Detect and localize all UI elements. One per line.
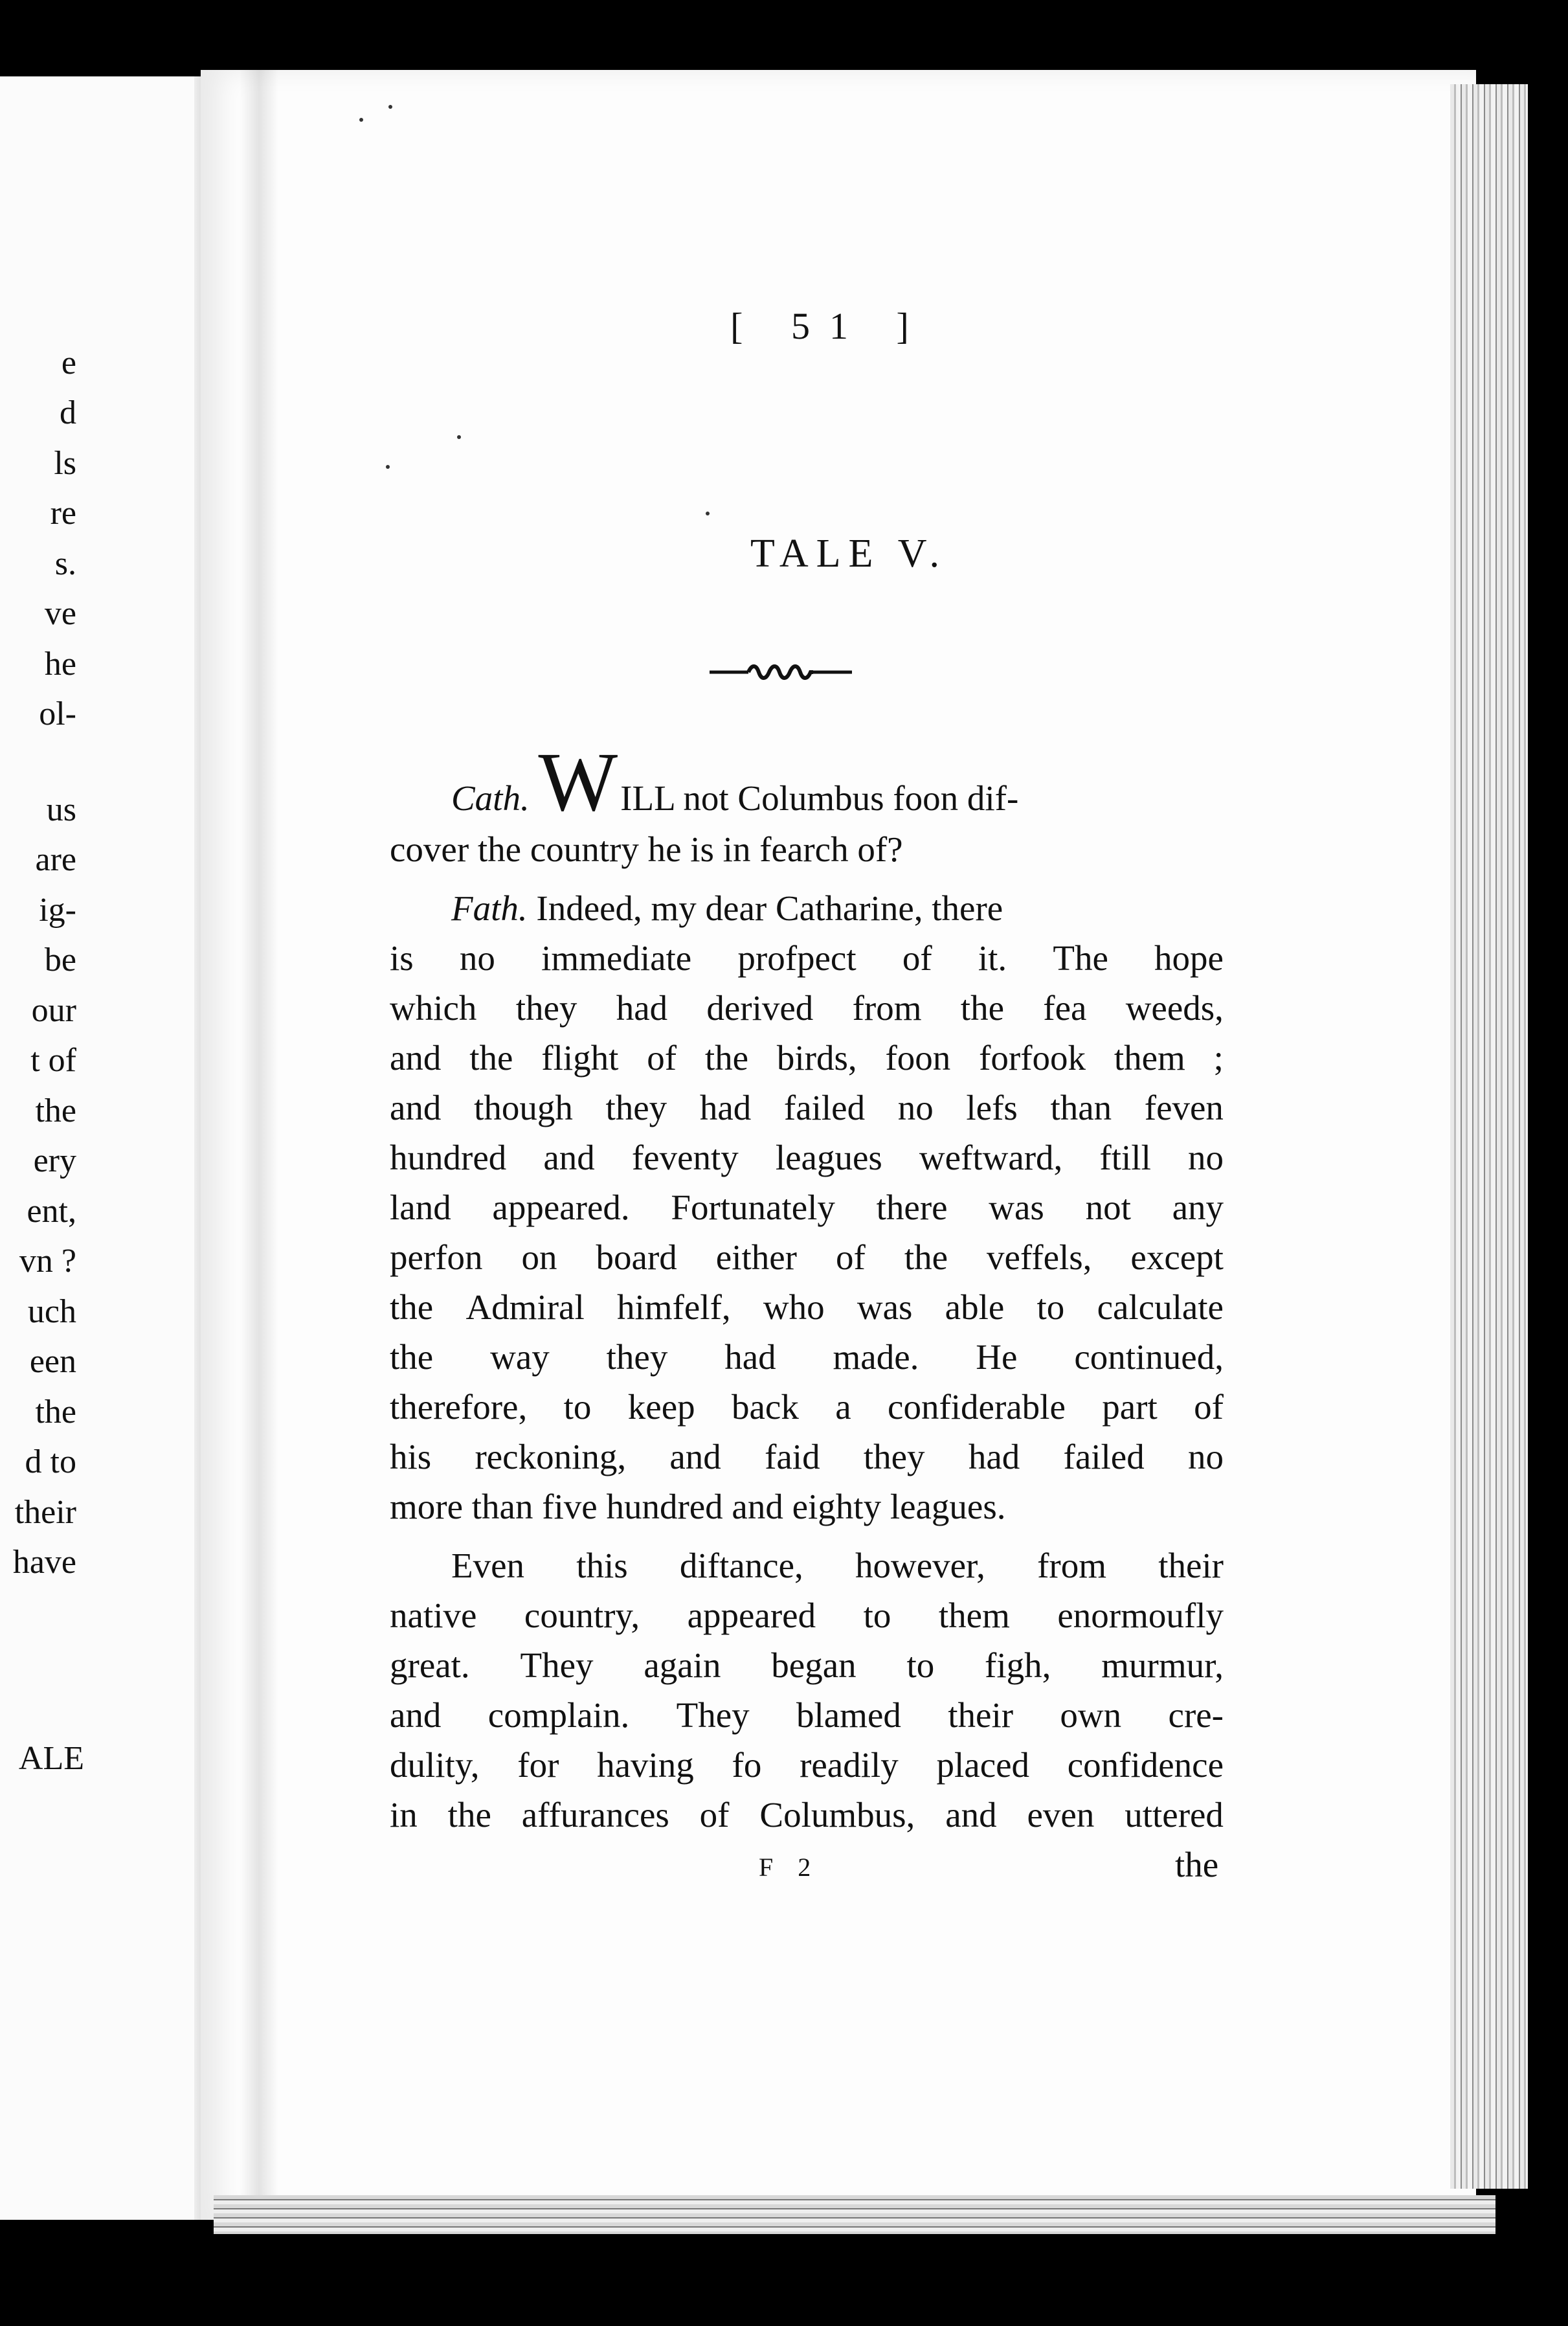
word: except xyxy=(1130,1237,1224,1277)
left-fragment: ol- xyxy=(39,695,76,732)
word: diftance, xyxy=(679,1546,803,1585)
word: native xyxy=(390,1596,477,1635)
word: affurances xyxy=(521,1795,669,1835)
word: blamed xyxy=(796,1695,901,1735)
word: cre- xyxy=(1168,1695,1224,1735)
word: who xyxy=(763,1287,825,1327)
word: though xyxy=(474,1088,573,1127)
text-line xyxy=(390,1182,1224,1232)
speaker-name: Fath. xyxy=(451,888,528,928)
ornament-divider xyxy=(710,659,852,685)
left-fragment: ent, xyxy=(27,1193,76,1230)
line-text: ILL not Columbus foon dif- xyxy=(620,778,1019,818)
left-fragment: ls xyxy=(54,445,76,482)
word: failed xyxy=(783,1088,866,1127)
left-fragment: re xyxy=(50,495,76,532)
word: enormoufly xyxy=(1057,1596,1224,1635)
left-fragment: their xyxy=(14,1494,76,1531)
left-fragment: ALE xyxy=(18,1740,84,1777)
word: back xyxy=(732,1387,799,1427)
text-line xyxy=(390,933,1224,983)
word: which xyxy=(390,988,477,1028)
word: fo xyxy=(732,1745,762,1785)
word: having xyxy=(597,1745,694,1785)
text-line xyxy=(390,883,1224,933)
word: ; xyxy=(1213,1038,1224,1078)
word: made. xyxy=(833,1337,919,1377)
word: their xyxy=(948,1695,1014,1735)
word: placed xyxy=(936,1745,1030,1785)
text-line xyxy=(390,1133,1224,1182)
word: not xyxy=(1085,1188,1131,1227)
word: Columbus, xyxy=(759,1795,915,1835)
word: had xyxy=(968,1437,1020,1476)
word: a xyxy=(835,1387,851,1427)
word: any xyxy=(1172,1188,1224,1227)
text-line xyxy=(390,1033,1224,1083)
chapter-title: TALE V. xyxy=(750,532,948,576)
word: them xyxy=(938,1596,1010,1635)
word: the xyxy=(704,1038,749,1078)
word: perfon xyxy=(390,1237,483,1277)
word: them xyxy=(1114,1038,1185,1078)
text-line xyxy=(390,1432,1224,1482)
word: was xyxy=(857,1287,913,1327)
left-fragment: are xyxy=(35,841,76,878)
word: board xyxy=(596,1237,677,1277)
left-fragment: e xyxy=(61,344,76,381)
word: from xyxy=(1037,1546,1106,1585)
paper-speck xyxy=(388,105,392,109)
word: to xyxy=(1036,1287,1065,1327)
word: Even xyxy=(451,1546,525,1585)
word: foon xyxy=(885,1038,951,1078)
word: and xyxy=(945,1795,997,1835)
line-text: Indeed, my dear Catharine, there xyxy=(536,888,1003,928)
word: and xyxy=(390,1088,442,1127)
word: the xyxy=(390,1287,434,1327)
paper-speck xyxy=(706,512,710,515)
text-line xyxy=(390,1282,1224,1332)
page-edges-bottom xyxy=(214,2195,1495,2234)
word: the xyxy=(904,1237,948,1277)
page-edges-right xyxy=(1450,84,1528,2189)
word: appeared xyxy=(687,1596,816,1635)
word: his xyxy=(390,1437,432,1476)
paper-speck xyxy=(386,465,390,469)
word: no xyxy=(459,938,495,978)
word: faid xyxy=(765,1437,820,1476)
text-line xyxy=(390,1083,1224,1133)
left-fragment: d to xyxy=(25,1443,76,1480)
drop-capital: W xyxy=(538,736,618,829)
left-fragment: our xyxy=(31,992,76,1029)
word: this xyxy=(576,1546,628,1585)
word: from xyxy=(852,988,922,1028)
left-fragment: ery xyxy=(33,1142,76,1179)
word: He xyxy=(976,1337,1018,1377)
word: it. xyxy=(978,938,1007,978)
word: the xyxy=(469,1038,513,1078)
speaker-name: Cath. xyxy=(451,778,530,818)
word: reckoning, xyxy=(475,1437,627,1476)
word: had xyxy=(699,1088,752,1127)
word: great. xyxy=(390,1645,470,1685)
word: of xyxy=(902,938,932,978)
word: to xyxy=(906,1645,935,1685)
word: keep xyxy=(627,1387,695,1427)
word: they xyxy=(605,1088,667,1127)
text-line xyxy=(390,736,1224,829)
word: of xyxy=(835,1237,866,1277)
word: weeds, xyxy=(1125,988,1224,1028)
text-line xyxy=(390,1232,1224,1282)
word: figh, xyxy=(985,1645,1051,1685)
word: veffels, xyxy=(987,1237,1092,1277)
word: is xyxy=(390,938,414,978)
word: failed xyxy=(1063,1437,1145,1476)
word: part xyxy=(1102,1387,1158,1427)
word: and xyxy=(669,1437,721,1476)
text-line xyxy=(390,1690,1224,1740)
text-line xyxy=(390,983,1224,1033)
word: to xyxy=(863,1596,891,1635)
left-fragment: have xyxy=(12,1544,76,1581)
word: and xyxy=(390,1695,442,1735)
word: country, xyxy=(524,1596,640,1635)
word: dulity, xyxy=(390,1745,480,1785)
word: than xyxy=(1050,1088,1112,1127)
left-fragment: us xyxy=(46,791,76,828)
word: himfelf, xyxy=(617,1287,731,1327)
word: on xyxy=(521,1237,557,1277)
word: was xyxy=(989,1188,1044,1227)
word: own xyxy=(1060,1695,1122,1735)
word: they xyxy=(515,988,577,1028)
word: immediate xyxy=(541,938,692,978)
left-fragment: d xyxy=(60,394,76,431)
left-fragment: he xyxy=(44,646,76,683)
word: however, xyxy=(855,1546,985,1585)
word: there xyxy=(876,1188,948,1227)
word: weftward, xyxy=(919,1138,1063,1177)
word: and xyxy=(543,1138,595,1177)
word: lefs xyxy=(966,1088,1018,1127)
catchword: the xyxy=(1175,1845,1219,1884)
left-fragment: be xyxy=(44,942,76,978)
word: therefore, xyxy=(390,1387,528,1427)
word: able xyxy=(945,1287,1005,1327)
word: of xyxy=(699,1795,730,1835)
word: derived xyxy=(706,988,814,1028)
text-line xyxy=(390,1382,1224,1432)
paper-speck xyxy=(359,118,363,122)
word: hope xyxy=(1154,938,1224,978)
left-fragment: s. xyxy=(54,545,76,582)
word: began xyxy=(771,1645,857,1685)
body-text xyxy=(390,736,1224,1840)
word: they xyxy=(606,1337,668,1377)
word: birds, xyxy=(776,1038,857,1078)
paper-speck xyxy=(457,435,461,439)
text-line xyxy=(390,1640,1224,1690)
word: forfook xyxy=(979,1038,1086,1078)
word: The xyxy=(1053,938,1108,978)
word: flight xyxy=(541,1038,619,1078)
word: leagues xyxy=(775,1138,882,1177)
text-line: cover the country he is in fearch of? xyxy=(390,830,903,869)
text-line: more than five hundred and eighty leagues. xyxy=(390,1487,1006,1526)
word: ftill xyxy=(1099,1138,1151,1177)
word: Admiral xyxy=(465,1287,585,1327)
word: of xyxy=(647,1038,677,1078)
word: no xyxy=(1187,1437,1224,1476)
page-number: [ 51 ] xyxy=(730,305,928,347)
word: uttered xyxy=(1125,1795,1224,1835)
word: feven xyxy=(1144,1088,1224,1127)
word: no xyxy=(1187,1138,1224,1177)
word: had xyxy=(616,988,668,1028)
word: confiderable xyxy=(888,1387,1066,1427)
left-fragment: ve xyxy=(44,595,76,632)
word: appeared. xyxy=(492,1188,630,1227)
word: murmur, xyxy=(1101,1645,1224,1685)
word: the xyxy=(447,1795,491,1835)
text-line xyxy=(390,1740,1224,1790)
word: continued, xyxy=(1074,1337,1224,1377)
text-line xyxy=(390,1332,1224,1382)
word: fea xyxy=(1043,988,1087,1028)
word: confidence xyxy=(1067,1745,1224,1785)
word: for xyxy=(517,1745,559,1785)
left-fragment: t of xyxy=(30,1042,76,1079)
word: they xyxy=(863,1437,925,1476)
word: in xyxy=(390,1795,418,1835)
word: of xyxy=(1194,1387,1224,1427)
word: profpect xyxy=(737,938,857,978)
left-fragment: the xyxy=(35,1394,76,1430)
text-line xyxy=(390,1541,1224,1590)
word: had xyxy=(724,1337,776,1377)
left-fragment: ig- xyxy=(39,892,76,929)
word: hundred xyxy=(390,1138,507,1177)
left-fragment: vn ? xyxy=(19,1243,76,1280)
word: the xyxy=(390,1337,434,1377)
word: readily xyxy=(800,1745,899,1785)
left-fragment: uch xyxy=(27,1293,76,1330)
word: calculate xyxy=(1097,1287,1224,1327)
word: They xyxy=(676,1695,750,1735)
word: again xyxy=(644,1645,721,1685)
left-fragment: een xyxy=(29,1343,76,1380)
text-line xyxy=(390,1790,1224,1840)
signature-mark: F 2 xyxy=(759,1853,820,1882)
word: feventy xyxy=(631,1138,739,1177)
text-line xyxy=(390,1590,1224,1640)
word: the xyxy=(960,988,1004,1028)
left-fragment: the xyxy=(35,1092,76,1129)
word: even xyxy=(1027,1795,1095,1835)
word: land xyxy=(390,1188,451,1227)
word: They xyxy=(520,1645,594,1685)
word: either xyxy=(715,1237,797,1277)
word: to xyxy=(563,1387,592,1427)
word: Fortunately xyxy=(671,1188,835,1227)
word: no xyxy=(897,1088,934,1127)
word: way xyxy=(490,1337,550,1377)
word: complain. xyxy=(487,1695,630,1735)
word: and xyxy=(390,1038,442,1078)
word: their xyxy=(1158,1546,1224,1585)
